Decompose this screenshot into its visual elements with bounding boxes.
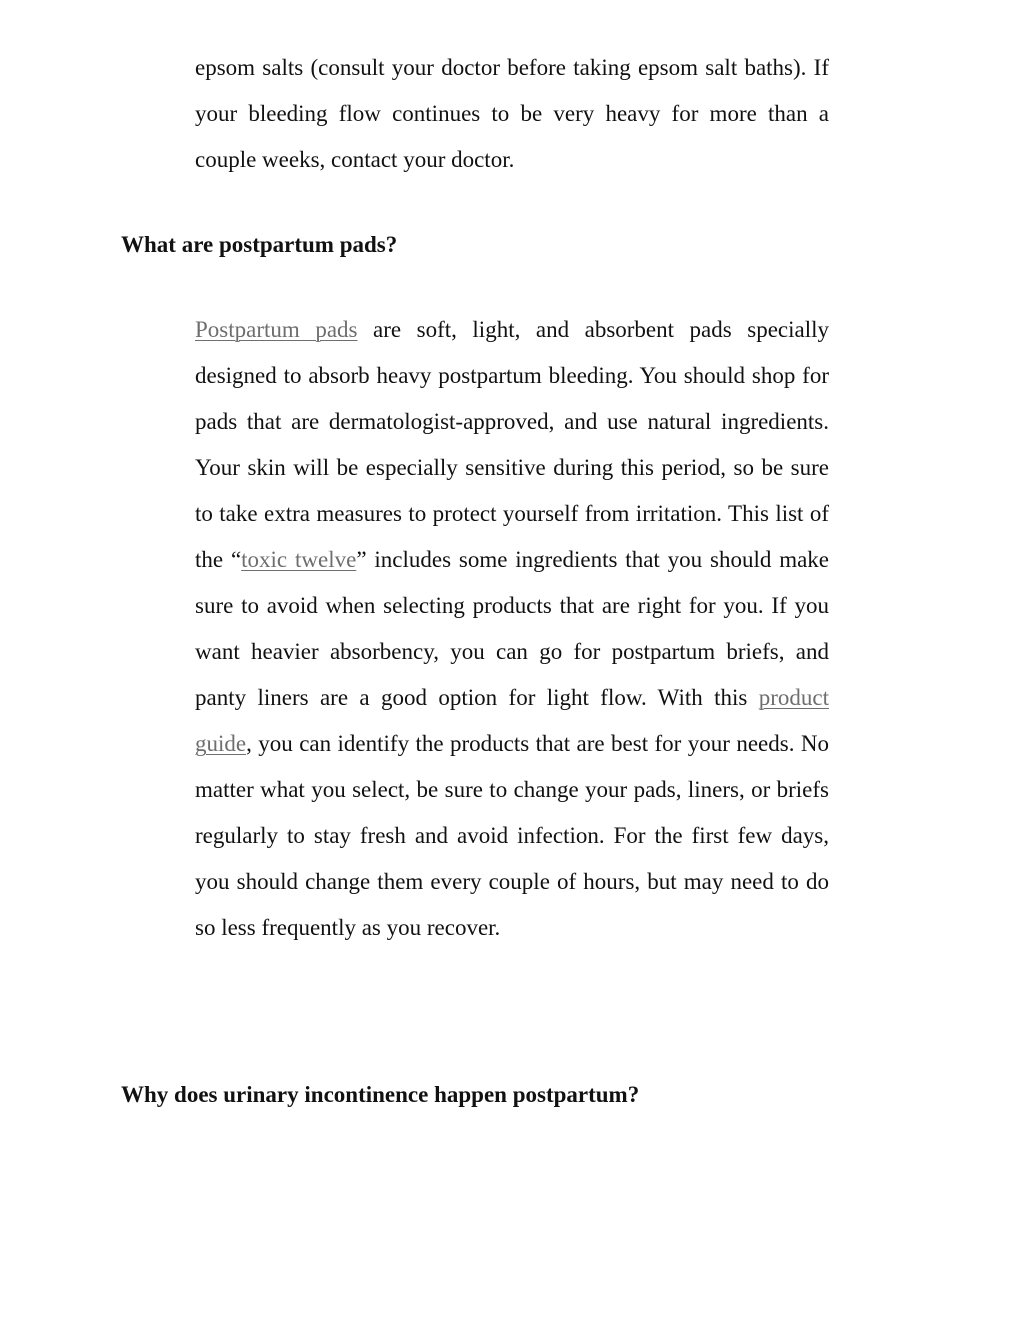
product-guide-link[interactable]: product guide: [195, 685, 829, 756]
paragraph-text-segment: , you can identify the products that are best for your needs. No matter what you select, be sure to change your pads, liners, or briefs regularly to stay fresh and avoid infection. For the first few days, you should change them every couple of hours, but may need to do so less frequently as you recover.: [195, 731, 829, 940]
postpartum-pads-link[interactable]: Postpartum pads: [195, 317, 358, 342]
paragraph-text-segment: are soft, light, and absorbent pads specially designed to absorb heavy postpartum bleeding. You should shop for pads that are dermatologist-approved, and use natural ingredients. Your skin will be especially sensitive during this period, so be sure to take extra measures to protect yourself from irritation. This list of the “: [195, 317, 829, 572]
paragraph-text-segment: ” includes some ingredients that you should make sure to avoid when selecting products that are right for you. If you want heavier absorbency, you can go for postpartum briefs, and panty liners are a good option for light flow. With this: [195, 547, 829, 710]
intro-paragraph: epsom salts (consult your doctor before taking epsom salt baths). If your bleeding flow continues to be very heavy for more than a couple weeks, contact your doctor.: [195, 55, 829, 172]
heading-urinary-incontinence: Why does urinary incontinence happen postpartum?: [121, 1082, 640, 1107]
heading-postpartum-pads: What are postpartum pads?: [121, 232, 398, 257]
toxic-twelve-link[interactable]: toxic twelve: [241, 547, 357, 572]
postpartum-pads-paragraph: [195, 307, 829, 951]
